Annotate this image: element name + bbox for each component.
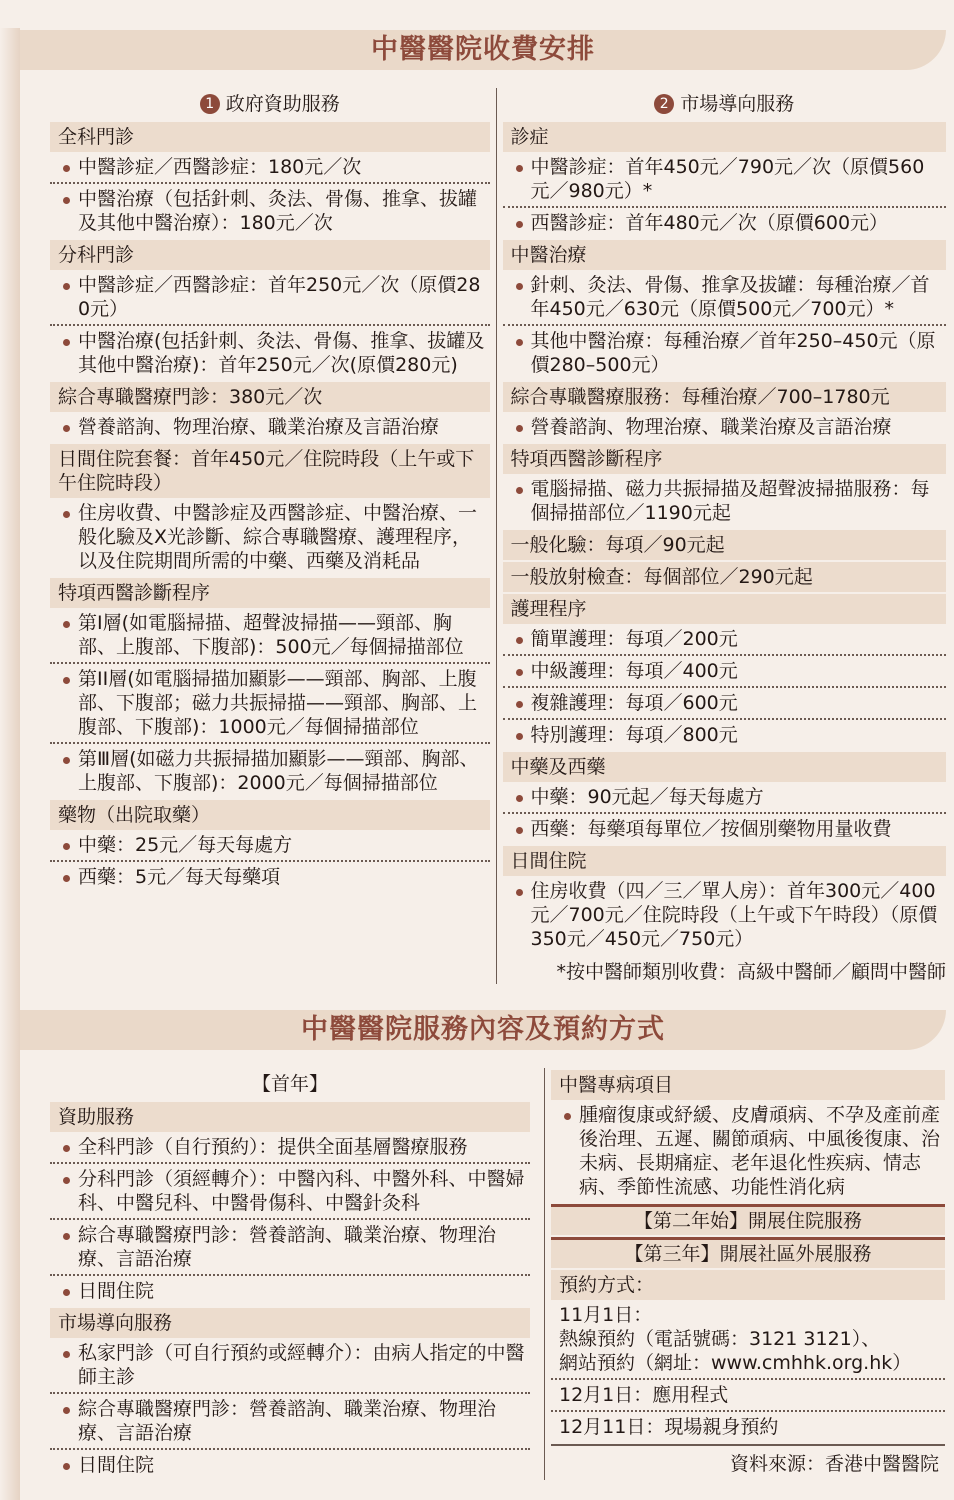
list-item: 中醫診症：首年450元／790元／次（原價560元／980元）* (503, 152, 947, 208)
market-column (503, 88, 947, 984)
section-header: 一般放射檢查：每個部位／290元起 (503, 562, 947, 592)
fees-section (20, 88, 946, 984)
list-item: 西藥：5元／每天每藥項 (50, 862, 490, 892)
list-item: 日間住院 (50, 1276, 530, 1306)
section-header: 中醫專病項目 (551, 1070, 945, 1100)
section-header: 護理程序 (503, 594, 947, 624)
booking-column (551, 1068, 945, 1476)
section-header: 藥物（出院取藥） (50, 800, 490, 830)
list-item: 其他中醫治療：每種治療／首年250–450元（原價280–500元） (503, 326, 947, 380)
section-header: 分科門診 (50, 240, 490, 270)
list-item: 中醫治療（包括針刺、灸法、骨傷、推拿、拔罐及其他中醫治療）：180元／次 (50, 184, 490, 238)
source-credit: 資料來源：香港中醫醫院 (551, 1444, 945, 1476)
market-column-heading (503, 88, 947, 120)
section-header: 資助服務 (50, 1102, 530, 1132)
list-item: 腫瘤復康或紓緩、皮膚頑病、不孕及產前產後治理、五遲、關節頑病、中風後復康、治未病、長期痛症、老年退化性疾病、情志病、季節性流感、功能性消化病 (551, 1100, 945, 1202)
section-header: 特項西醫診斷程序 (503, 444, 947, 474)
list-item: 中級護理：每項／400元 (503, 656, 947, 688)
list-item: 特別護理：每項／800元 (503, 720, 947, 750)
phase-banner: 【第三年】開展社區外展服務 (551, 1237, 945, 1268)
number-badge-icon: 1 (200, 94, 220, 114)
section-header: 日間住院 (503, 846, 947, 876)
booking-list (551, 1070, 945, 1442)
list-item: 西藥：每藥項每單位／按個別藥物用量收費 (503, 814, 947, 844)
first-year-heading: 【首年】 (251, 1073, 328, 1095)
number-badge-icon: 2 (654, 94, 674, 114)
list-item: 電腦掃描、磁力共振掃描及超聲波掃描服務：每個掃描部位／1190元起 (503, 474, 947, 528)
section-header: 全科門診 (50, 122, 490, 152)
section-header: 市場導向服務 (50, 1308, 530, 1338)
list-item: 綜合專職醫療門診：營養諮詢、職業治療、物理治療、言語治療 (50, 1394, 530, 1450)
services-section (20, 1068, 946, 1480)
phase-banner: 【第二年始】開展住院服務 (551, 1204, 945, 1235)
left-decor-bar (0, 28, 20, 1500)
list-item: 中藥：25元／每天每處方 (50, 830, 490, 862)
section-header: 中醫治療 (503, 240, 947, 270)
gov-heading-text: 政府資助服務 (225, 93, 340, 115)
section-header: 預約方式： (551, 1270, 945, 1300)
section-header: 診症 (503, 122, 947, 152)
section-header: 特項西醫診斷程序 (50, 578, 490, 608)
gov-column-heading (50, 88, 490, 120)
list-item: 分科門診（須經轉介）：中醫內科、中醫外科、中醫婦科、中醫兒科、中醫骨傷科、中醫針灸科 (50, 1164, 530, 1220)
list-item: 私家門診（可自行預約或經轉介）：由病人指定的中醫師主診 (50, 1338, 530, 1394)
list-item: 第II層(如電腦掃描加顯影——頸部、胸部、上腹部、下腹部；磁力共振掃描——頸部、胸部、上腹部、下腹部)：1000元／每個掃描部位 (50, 664, 490, 744)
list-item: 11月1日： 熱線預約（電話號碼：3121 3121）、 網站預約（網址：www.cmhhk.org.hk） (551, 1300, 945, 1380)
list-item: 日間住院 (50, 1450, 530, 1480)
section-header: 綜合專職醫療服務：每種治療／700–1780元 (503, 382, 947, 412)
list-item: 複雜護理：每項／600元 (503, 688, 947, 720)
list-item: 中醫診症／西醫診症：首年250元／次（原價280元） (50, 270, 490, 326)
list-item: 簡單護理：每項／200元 (503, 624, 947, 656)
footnote: *按中醫師類別收費：高級中醫師／顧問中醫師 (556, 961, 946, 983)
column-divider-2 (544, 1068, 545, 1480)
gov-fee-list (50, 122, 490, 892)
list-item: 全科門診（自行預約）：提供全面基層醫療服務 (50, 1132, 530, 1164)
list-item: 針刺、灸法、骨傷、推拿及拔罐：每種治療／首年450元／630元（原價500元／700元）* (503, 270, 947, 326)
list-item: 西醫診症：首年480元／次（原價600元） (503, 208, 947, 238)
section-header: 一般化驗：每項／90元起 (503, 530, 947, 560)
list-item: 營養諮詢、物理治療、職業治療及言語治療 (503, 412, 947, 442)
section-header: 綜合專職醫療門診：380元／次 (50, 382, 490, 412)
list-item: 12月1日：應用程式 (551, 1380, 945, 1412)
list-item: 中醫治療(包括針刺、灸法、骨傷、推拿、拔罐及其他中醫治療)：首年250元／次(原價280元) (50, 326, 490, 380)
section-header: 中藥及西藥 (503, 752, 947, 782)
market-fee-list (503, 122, 947, 954)
column-divider (496, 88, 497, 984)
section-header: 日間住院套餐：首年450元／住院時段（上午或下午住院時段） (50, 444, 490, 498)
first-year-column (50, 1068, 530, 1480)
gov-subsidised-column (50, 88, 490, 892)
list-item: 第Ⅲ層(如磁力共振掃描加顯影——頸部、胸部、上腹部、下腹部)：2000元／每個掃描部位 (50, 744, 490, 798)
list-item: 綜合專職醫療門診：營養諮詢、職業治療、物理治療、言語治療 (50, 1220, 530, 1276)
section-gap (20, 984, 946, 1010)
first-year-list (50, 1102, 530, 1480)
list-item: 第I層(如電腦掃描、超聲波掃描——頸部、胸部、上腹部、下腹部)：500元／每個掃描部位 (50, 608, 490, 664)
market-heading-text: 市場導向服務 (680, 93, 795, 115)
list-item: 12月11日：現場親身預約 (559, 1416, 779, 1438)
list-item: 中藥：90元起／每天每處方 (503, 782, 947, 814)
list-item: 住房收費（四／三／單人房）：首年300元／400元／700元／住院時段（上午或下午時段）（原價350元／450元／750元） (503, 876, 947, 954)
list-item: 住房收費、中醫診症及西醫診症、中醫治療、一般化驗及X光診斷、綜合專職醫療、護理程序，以及住院期間所需的中藥、西藥及消耗品 (50, 498, 490, 576)
list-item: 中醫診症／西醫診症：180元／次 (50, 152, 490, 184)
section1-title: 中醫醫院收費安排 (20, 30, 946, 70)
list-item: 營養諮詢、物理治療、職業治療及言語治療 (50, 412, 490, 442)
section2-title: 中醫醫院服務內容及預約方式 (20, 1010, 946, 1050)
